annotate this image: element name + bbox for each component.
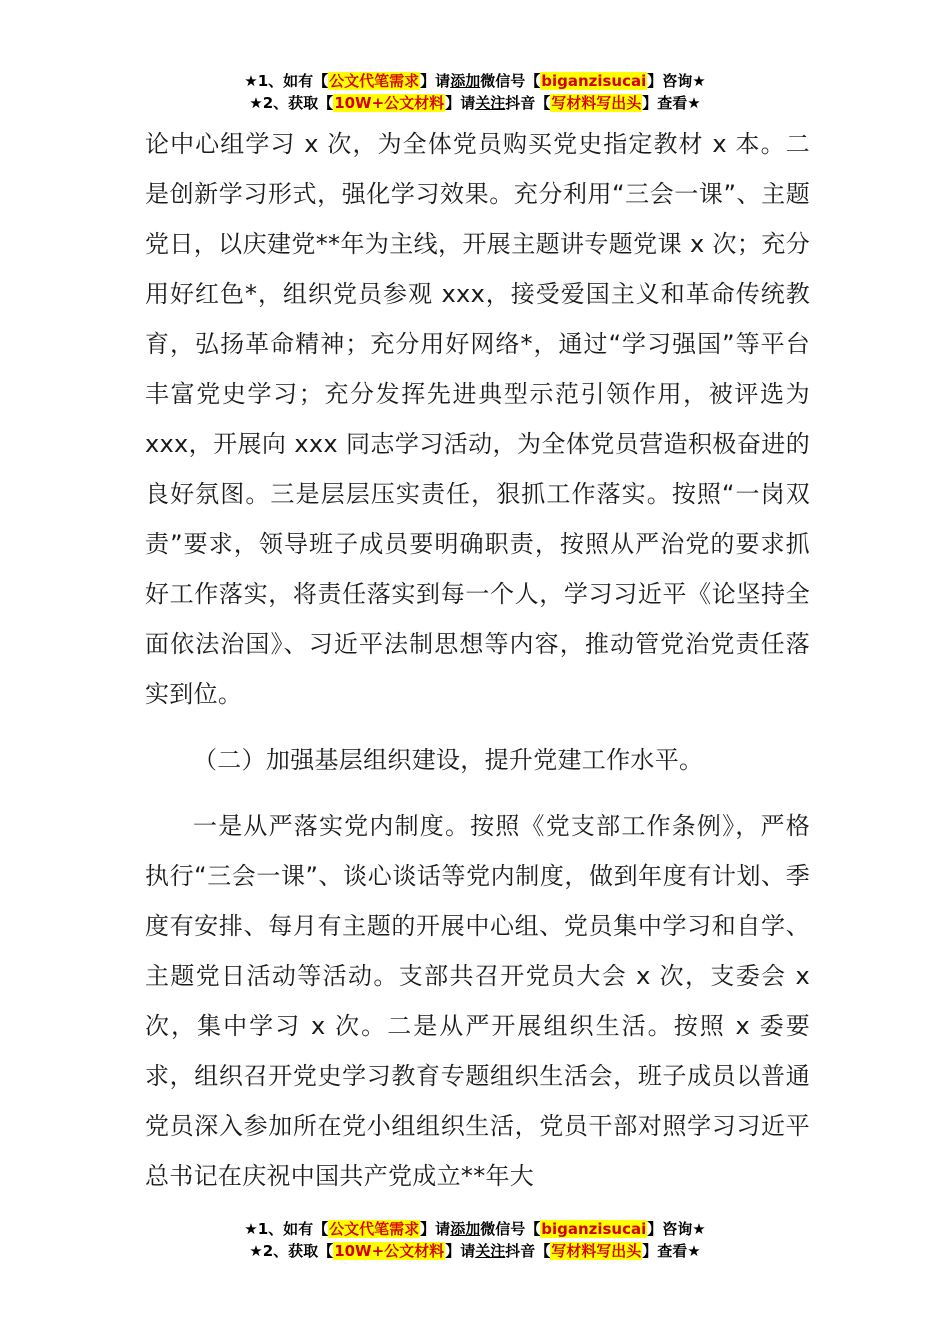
banner-line-2 — [0, 1240, 950, 1262]
banner-text: 】请 — [445, 1242, 476, 1260]
banner-highlight: 10W+公文材料 — [334, 94, 445, 112]
banner-line-1 — [0, 70, 950, 92]
banner-highlight: 公文代笔需求 — [329, 72, 420, 90]
banner-highlight: biganzisucai — [541, 1220, 647, 1238]
banner-text: 抖音【 — [505, 1242, 551, 1260]
banner-text: 】查看★ — [642, 1242, 701, 1260]
document-body — [145, 119, 810, 1201]
banner-text: 】请 — [445, 94, 476, 112]
banner-highlight: 写材料写出头 — [551, 94, 642, 112]
banner-highlight: 10W+公文材料 — [334, 1242, 445, 1260]
body-paragraph-1: 论中心组学习 x 次，为全体党员购买党史指定教材 x 本。二是创新学习形式，强化学习效果。充分利用“三会一课”、主题党日，以庆建党**年为主线，开展主题讲专题党课 x 次；充分用好红色*，组织党员参观 xxx，接受爱国主义和革命传统教育，弘扬革命精神；充分用好网络*，通过“学习强国”等平台丰富党史学习；充分发挥先进典型示范引领作用，被评选为 xxx，开展向 xxx 同志学习活动，为全体党员营造积极奋进的良好氛图。三是层层压实责任，狠抓工作落实。按照“一岗双责”要求，领导班子成员要明确职责，按照从严治党的要求抓好工作落实，将责任落实到每一个人，学习习近平《论坚持全面依法治国》、习近平法制思想等内容，推动管党治党责任落实到位。 — [145, 130, 810, 708]
banner-text: 】咨询★ — [647, 1220, 706, 1238]
banner-text: 】请 — [420, 72, 451, 90]
header-banner — [0, 70, 950, 114]
banner-highlight: biganzisucai — [541, 72, 647, 90]
banner-line-2 — [0, 92, 950, 114]
banner-text: ★2、获取【 — [249, 94, 334, 112]
banner-text: 】请 — [420, 1220, 451, 1238]
banner-underline: 关注 — [475, 94, 506, 112]
section-heading: （二）加强基层组织建设，提升党建工作水平。 — [193, 746, 704, 774]
banner-text: 】查看★ — [642, 94, 701, 112]
banner-underline: 添加 — [450, 72, 481, 90]
body-paragraph-2: 一是从严落实党内制度。按照《党支部工作条例》，严格执行“三会一课”、谈心谈话等党内制度，做到年度有计划、季度有安排、每月有主题的开展中心组、党员集中学习和自学、主题党日活动等活动。支部共召开党员大会 x 次，支委会 x 次，集中学习 x 次。二是从严开展组织生活。按照 x 委要求，组织召开党史学习教育专题组织生活会，班子成员以普通党员深入参加所在党小组组织生活，党员干部对照学习习近平总书记在庆祝中国共产党成立**年大 — [145, 812, 810, 1190]
banner-text: 】咨询★ — [647, 72, 706, 90]
banner-highlight: 写材料写出头 — [551, 1242, 642, 1260]
banner-text: 微信号【 — [480, 1220, 541, 1238]
banner-line-1 — [0, 1218, 950, 1240]
banner-text: ★1、如有【 — [244, 1220, 329, 1238]
banner-text: 抖音【 — [505, 94, 551, 112]
banner-underline: 关注 — [475, 1242, 506, 1260]
footer-banner — [0, 1218, 950, 1262]
banner-text: 微信号【 — [480, 72, 541, 90]
banner-text: ★2、获取【 — [249, 1242, 334, 1260]
banner-underline: 添加 — [450, 1220, 481, 1238]
banner-text: ★1、如有【 — [244, 72, 329, 90]
banner-highlight: 公文代笔需求 — [329, 1220, 420, 1238]
